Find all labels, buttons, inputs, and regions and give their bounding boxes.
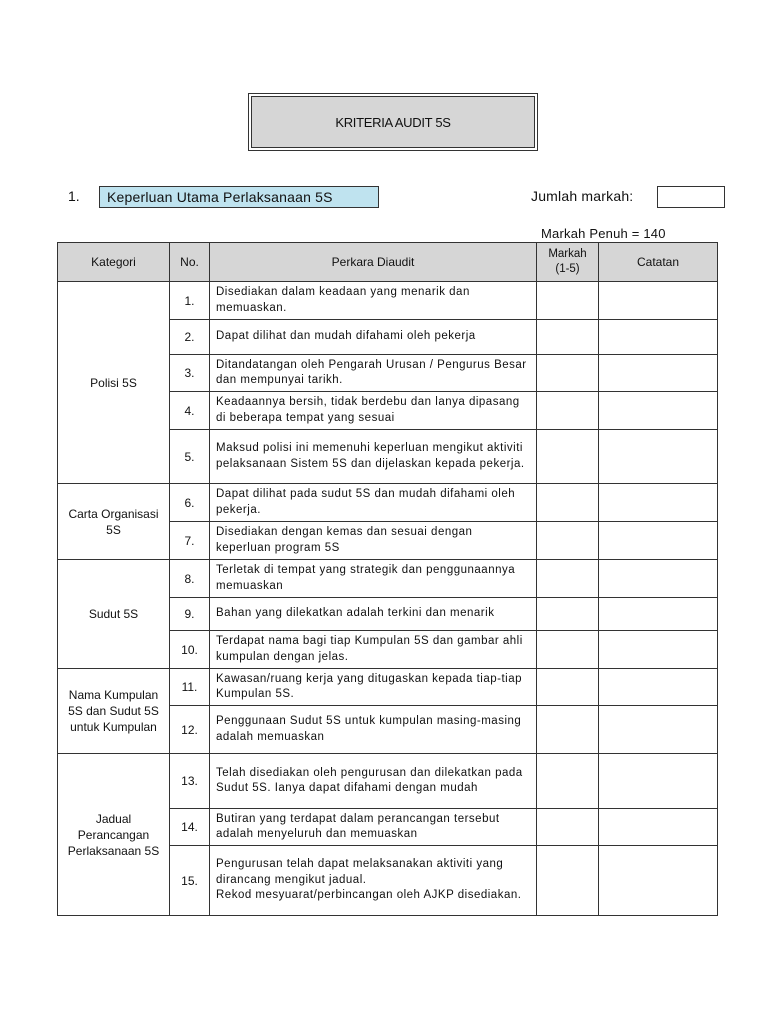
category-sudut: Sudut 5S — [58, 560, 170, 669]
catatan-cell[interactable] — [599, 522, 718, 560]
row-no: 5. — [170, 430, 210, 484]
row-no: 11. — [170, 669, 210, 706]
category-polisi: Polisi 5S — [58, 282, 170, 484]
row-perkara: Keadaannya bersih, tidak berdebu dan lanya dipasang di beberapa tempat yang sesuai — [210, 392, 537, 430]
header-catatan: Catatan — [599, 243, 718, 282]
catatan-cell[interactable] — [599, 631, 718, 669]
row-perkara: Telah disediakan oleh pengurusan dan dilekatkan pada Sudut 5S. Ianya dapat difahami dengan mudah — [210, 754, 537, 809]
catatan-cell[interactable] — [599, 392, 718, 430]
markah-cell[interactable] — [537, 355, 599, 392]
row-perkara: Penggunaan Sudut 5S untuk kumpulan masing-masing adalah memuaskan — [210, 706, 537, 754]
row-perkara: Maksud polisi ini memenuhi keperluan mengikut aktiviti pelaksanaan Sistem 5S dan dijelaskan kepada pekerja. — [210, 430, 537, 484]
row-perkara: Pengurusan telah dapat melaksanakan aktiviti yang dirancang mengikut jadual. Rekod mesyuarat/perbincangan oleh AJKP disediakan. — [210, 846, 537, 916]
category-nama-kumpulan: Nama Kumpulan 5S dan Sudut 5S untuk Kumpulan — [58, 669, 170, 754]
row-no: 12. — [170, 706, 210, 754]
category-carta-organisasi: Carta Organisasi 5S — [58, 484, 170, 560]
markah-cell[interactable] — [537, 631, 599, 669]
header-markah: Markah (1-5) — [537, 243, 599, 282]
markah-cell[interactable] — [537, 522, 599, 560]
row-perkara: Kawasan/ruang kerja yang ditugaskan kepada tiap-tiap Kumpulan 5S. — [210, 669, 537, 706]
row-no: 7. — [170, 522, 210, 560]
catatan-cell[interactable] — [599, 560, 718, 598]
row-perkara: Terletak di tempat yang strategik dan penggunaannya memuaskan — [210, 560, 537, 598]
table-row — [58, 669, 718, 706]
section-number: 1. — [68, 188, 80, 204]
row-perkara: Bahan yang dilekatkan adalah terkini dan menarik — [210, 598, 537, 631]
table-row — [58, 282, 718, 320]
row-no: 10. — [170, 631, 210, 669]
markah-cell[interactable] — [537, 484, 599, 522]
header-no: No. — [170, 243, 210, 282]
markah-cell[interactable] — [537, 706, 599, 754]
table-row — [58, 484, 718, 522]
title-box — [248, 93, 538, 151]
header-kategori: Kategori — [58, 243, 170, 282]
markah-cell[interactable] — [537, 282, 599, 320]
row-no: 13. — [170, 754, 210, 809]
markah-cell[interactable] — [537, 560, 599, 598]
page-title: KRITERIA AUDIT 5S — [251, 96, 535, 148]
catatan-cell[interactable] — [599, 706, 718, 754]
markah-cell[interactable] — [537, 320, 599, 355]
row-no: 9. — [170, 598, 210, 631]
catatan-cell[interactable] — [599, 809, 718, 846]
audit-table — [57, 242, 718, 916]
markah-cell[interactable] — [537, 392, 599, 430]
markah-penuh-label: Markah Penuh = 140 — [541, 226, 666, 241]
catatan-cell[interactable] — [599, 846, 718, 916]
row-perkara: Dapat dilihat pada sudut 5S dan mudah difahami oleh pekerja. — [210, 484, 537, 522]
header-perkara: Perkara Diaudit — [210, 243, 537, 282]
row-no: 6. — [170, 484, 210, 522]
row-perkara: Disediakan dengan kemas dan sesuai dengan keperluan program 5S — [210, 522, 537, 560]
row-no: 15. — [170, 846, 210, 916]
catatan-cell[interactable] — [599, 355, 718, 392]
catatan-cell[interactable] — [599, 282, 718, 320]
markah-cell[interactable] — [537, 846, 599, 916]
row-perkara: Disediakan dalam keadaan yang menarik dan memuaskan. — [210, 282, 537, 320]
catatan-cell[interactable] — [599, 669, 718, 706]
catatan-cell[interactable] — [599, 754, 718, 809]
catatan-cell[interactable] — [599, 430, 718, 484]
markah-cell[interactable] — [537, 754, 599, 809]
row-perkara: Terdapat nama bagi tiap Kumpulan 5S dan gambar ahli kumpulan dengan jelas. — [210, 631, 537, 669]
jumlah-markah-field[interactable] — [657, 186, 725, 208]
jumlah-markah-label: Jumlah markah: — [531, 188, 634, 204]
markah-cell[interactable] — [537, 809, 599, 846]
table-header-row — [58, 243, 718, 282]
markah-cell[interactable] — [537, 430, 599, 484]
markah-cell[interactable] — [537, 598, 599, 631]
category-jadual-perancangan: Jadual Perancangan Perlaksanaan 5S — [58, 754, 170, 916]
row-no: 14. — [170, 809, 210, 846]
table-row — [58, 754, 718, 809]
row-no: 4. — [170, 392, 210, 430]
catatan-cell[interactable] — [599, 484, 718, 522]
row-perkara: Dapat dilihat dan mudah difahami oleh pekerja — [210, 320, 537, 355]
row-no: 2. — [170, 320, 210, 355]
row-no: 3. — [170, 355, 210, 392]
row-perkara: Ditandatangan oleh Pengarah Urusan / Pengurus Besar dan mempunyai tarikh. — [210, 355, 537, 392]
catatan-cell[interactable] — [599, 320, 718, 355]
row-no: 1. — [170, 282, 210, 320]
row-no: 8. — [170, 560, 210, 598]
markah-cell[interactable] — [537, 669, 599, 706]
row-perkara: Butiran yang terdapat dalam perancangan tersebut adalah menyeluruh dan memuaskan — [210, 809, 537, 846]
catatan-cell[interactable] — [599, 598, 718, 631]
section-title: Keperluan Utama Perlaksanaan 5S — [99, 186, 379, 208]
table-row — [58, 560, 718, 598]
